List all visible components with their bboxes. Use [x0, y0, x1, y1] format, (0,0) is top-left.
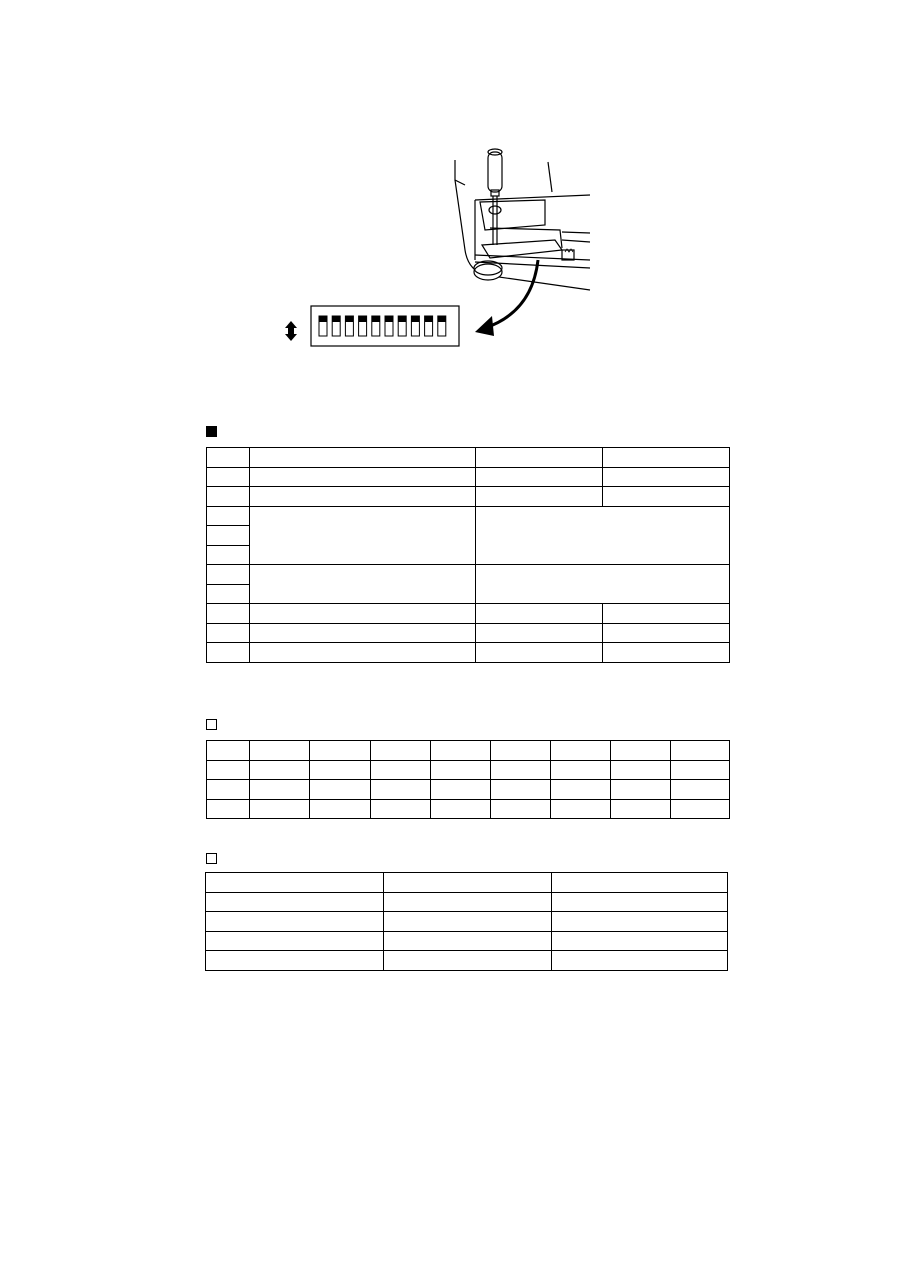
hollow-square-marker — [206, 853, 217, 864]
table-row — [206, 892, 728, 912]
table-row — [207, 487, 730, 507]
dip-switch-lever — [425, 316, 433, 322]
table-row — [207, 467, 730, 487]
dip-switch-lever — [359, 316, 367, 322]
table-row — [207, 623, 730, 643]
settings-table-3 — [205, 872, 728, 971]
dip-switch-lever — [372, 316, 380, 322]
table-row — [207, 741, 730, 761]
dip-switch-lever — [332, 316, 340, 322]
hollow-square-marker — [206, 719, 217, 730]
table-row — [207, 780, 730, 800]
settings-table-2 — [206, 740, 730, 819]
dip-switch-lever — [398, 316, 406, 322]
table-row — [207, 643, 730, 663]
dip-switch-lever — [411, 316, 419, 322]
dip-switch-illustration — [270, 140, 610, 360]
dip-switch-lever — [438, 316, 446, 322]
table-row — [207, 565, 730, 585]
filled-square-marker — [206, 426, 217, 437]
table-row — [207, 448, 730, 468]
table-row — [206, 931, 728, 951]
dip-switch-lever — [385, 316, 393, 322]
table-row — [206, 951, 728, 971]
dip-switch-lever — [319, 316, 327, 322]
table-row — [207, 604, 730, 624]
up-down-arrow-icon — [285, 321, 297, 328]
dip-switch-lever — [345, 316, 353, 322]
table-row — [207, 760, 730, 780]
table-row — [207, 506, 730, 526]
table-row — [206, 873, 728, 893]
settings-table-1 — [206, 447, 730, 663]
table-row — [207, 799, 730, 819]
table-row — [206, 912, 728, 932]
